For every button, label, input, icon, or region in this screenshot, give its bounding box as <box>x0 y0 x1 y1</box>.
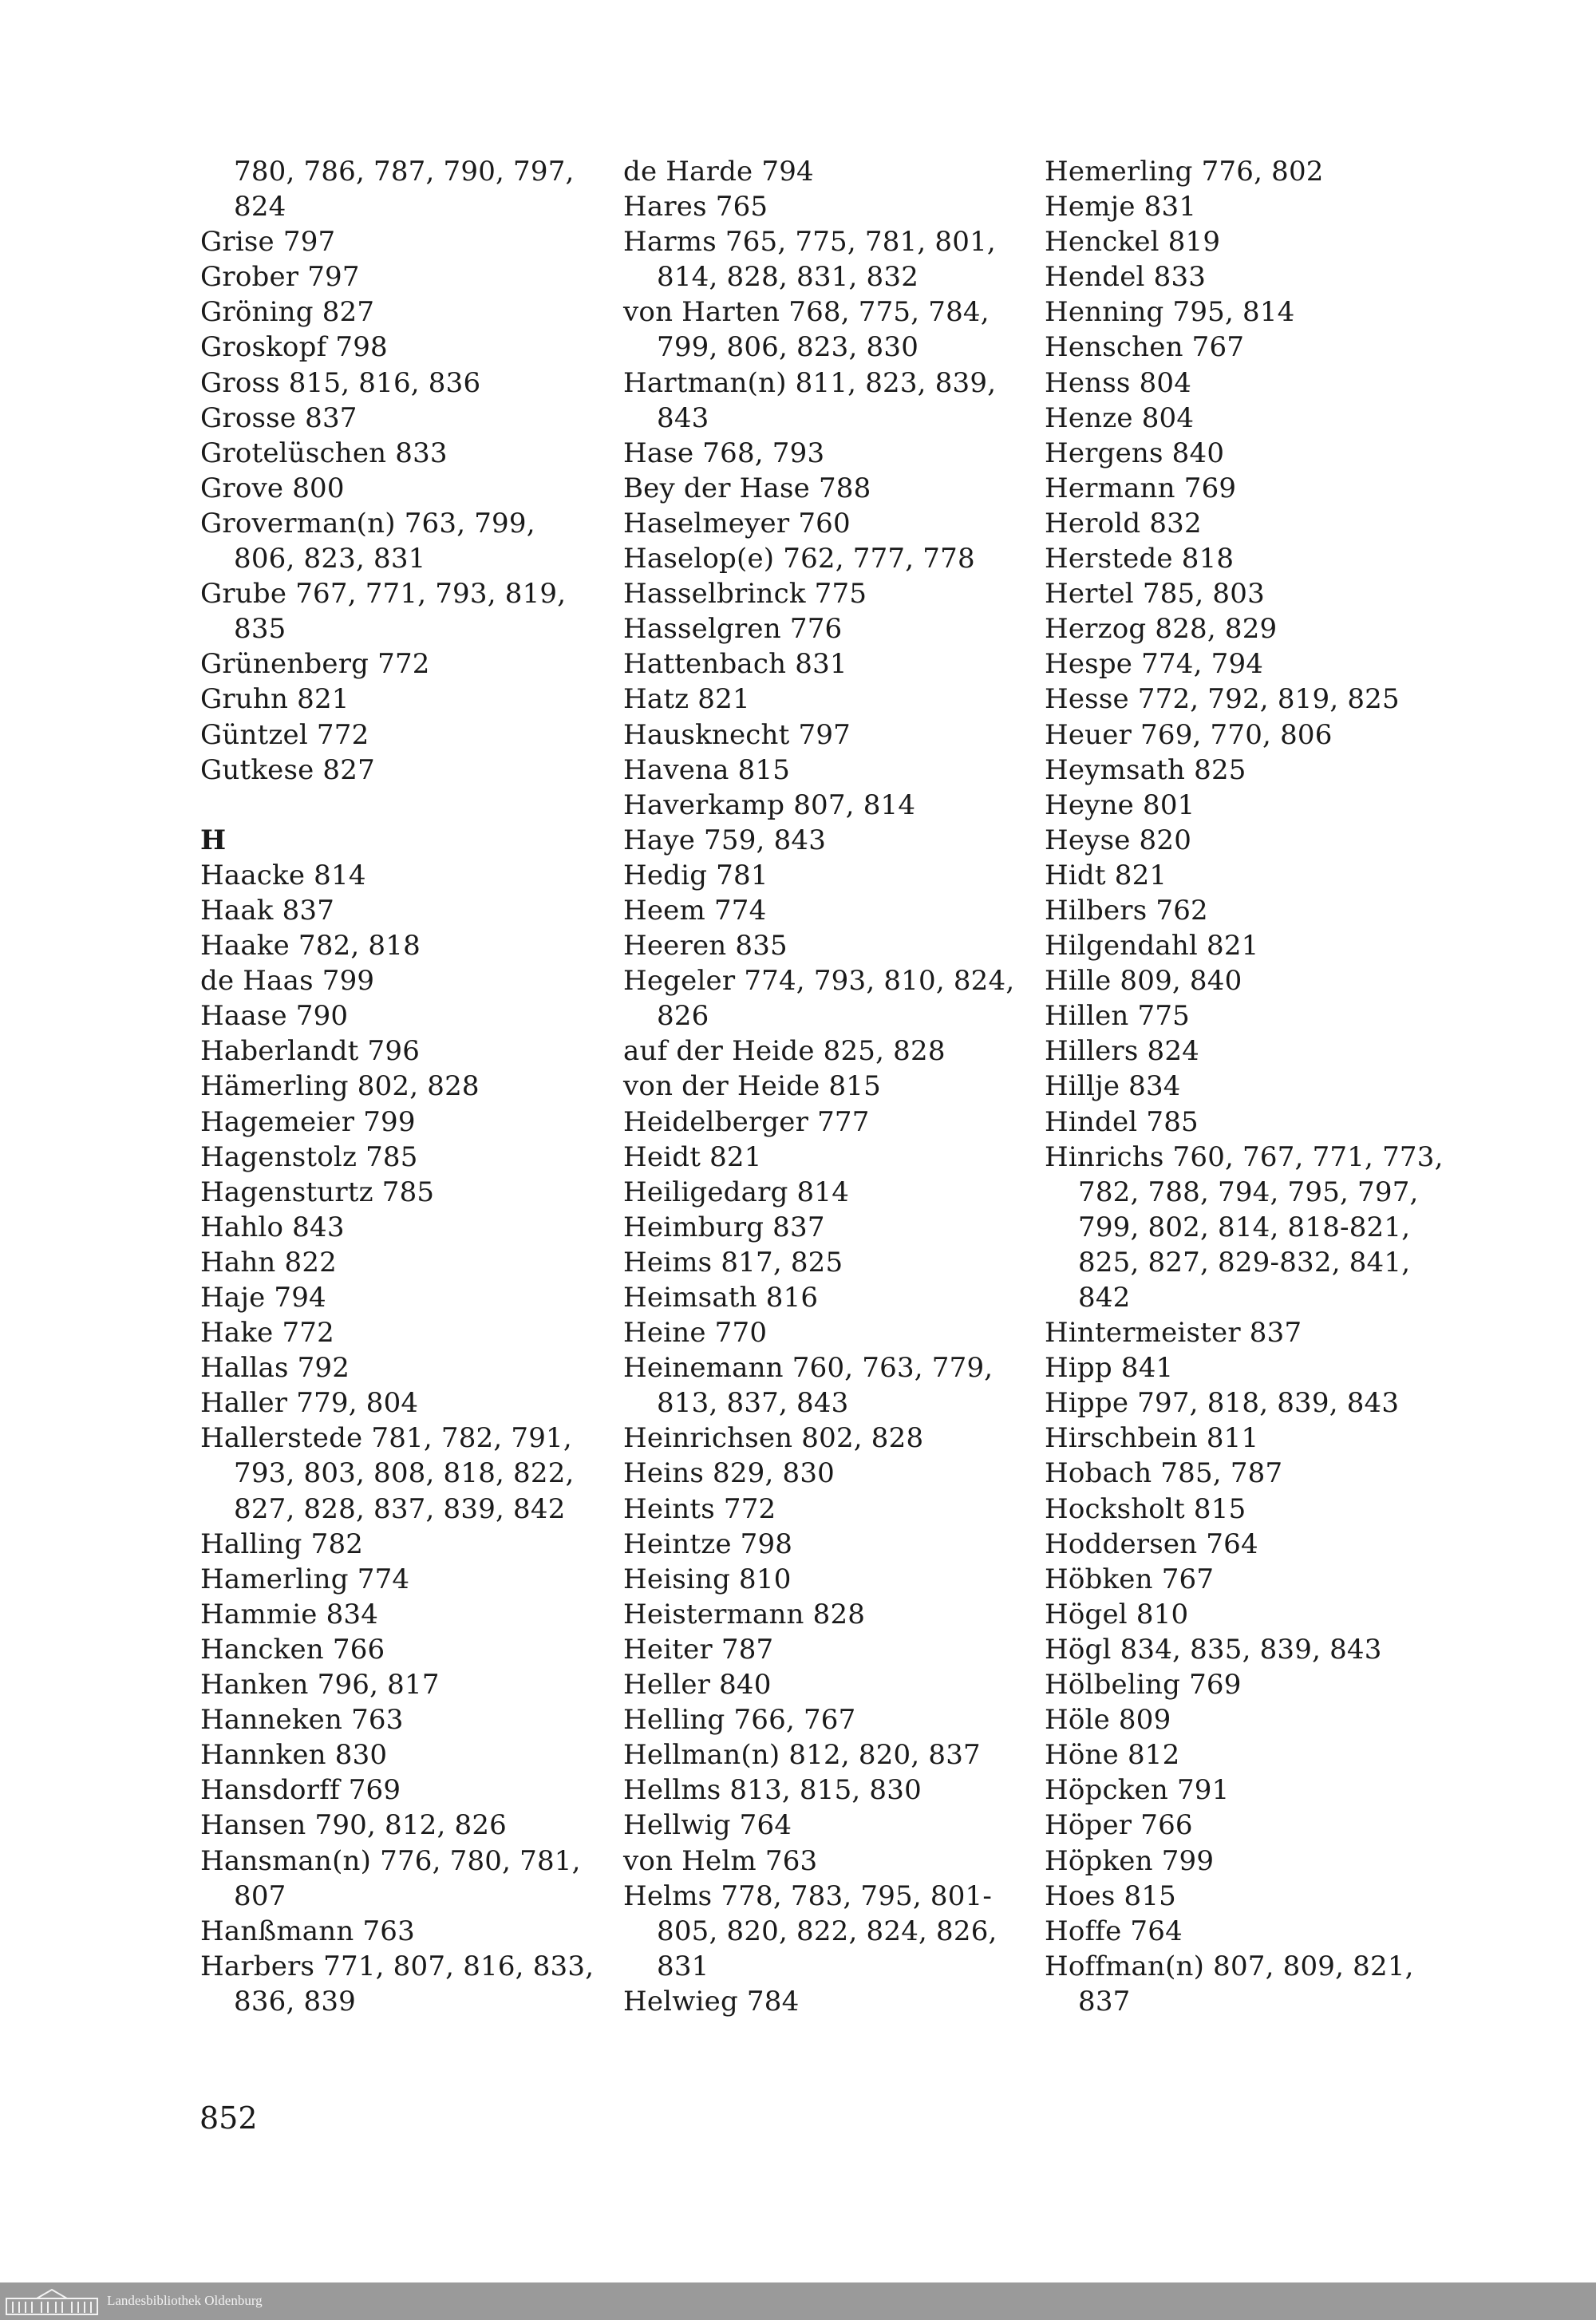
index-entry: Hagenstolz 785 <box>200 1140 418 1173</box>
index-entry: Heims 817, 825 <box>623 1246 843 1279</box>
index-entry: Haacke 814 <box>200 859 366 891</box>
index-entry: Hemje 831 <box>1045 191 1197 223</box>
index-entry: Haye 759, 843 <box>623 824 827 856</box>
index-entry: Haase 790 <box>200 1000 349 1033</box>
index-entry: Heidt 821 <box>623 1140 762 1173</box>
index-entry-continuation: 806, 823, 831 <box>234 543 426 575</box>
index-entry: auf der Heide 825, 828 <box>623 1035 946 1068</box>
index-entry: Hidt 821 <box>1045 859 1167 891</box>
index-column-1 <box>200 154 615 2019</box>
index-entry: Haselop(e) 762, 777, 778 <box>623 543 975 575</box>
index-entry-continuation: 799, 806, 823, 830 <box>657 331 919 364</box>
index-entry: Hilbers 762 <box>1045 894 1208 927</box>
index-entry: Hille 809, 840 <box>1045 965 1242 998</box>
index-entry: Hendel 833 <box>1045 261 1207 294</box>
index-entry: Hagensturtz 785 <box>200 1176 435 1208</box>
index-entry: Hase 768, 793 <box>623 437 825 469</box>
section-letter-heading: H <box>200 824 227 856</box>
index-entry: Hinrichs 760, 767, 771, 773, <box>1045 1140 1444 1173</box>
index-entry-continuation: 843 <box>657 401 709 434</box>
index-entry-continuation: 835 <box>234 613 286 646</box>
index-entry: Hanneken 763 <box>200 1704 404 1737</box>
index-entry: Hanßmann 763 <box>200 1915 415 1947</box>
index-entry-continuation: 825, 827, 829-832, 841, <box>1078 1246 1411 1279</box>
index-entry: Herstede 818 <box>1045 543 1235 575</box>
index-entry: Haje 794 <box>200 1282 326 1314</box>
index-entry: Bey der Hase 788 <box>623 472 871 504</box>
index-entry: Hellwig 764 <box>623 1809 792 1842</box>
index-entry: Hallerstede 781, 782, 791, <box>200 1422 572 1455</box>
index-entry: Höne 812 <box>1045 1739 1180 1772</box>
index-entry: Grube 767, 771, 793, 819, <box>200 578 567 611</box>
index-entry: Hillers 824 <box>1045 1035 1199 1068</box>
index-entry: Hansdorff 769 <box>200 1774 401 1807</box>
index-entry: Grünenberg 772 <box>200 648 430 681</box>
index-entry: de Harde 794 <box>623 156 814 188</box>
index-entry: Hausknecht 797 <box>623 718 851 751</box>
index-entry-continuation: 824 <box>234 191 286 223</box>
index-entry: Gutkese 827 <box>200 753 375 786</box>
index-entry: Henze 804 <box>1045 401 1195 434</box>
index-entry: Hattenbach 831 <box>623 648 847 681</box>
index-entry: Helms 778, 783, 795, 801- <box>623 1879 993 1912</box>
index-entry: Hertel 785, 803 <box>1045 578 1265 611</box>
index-column-3 <box>1045 154 1460 2019</box>
index-entry: Hölbeling 769 <box>1045 1669 1242 1701</box>
index-entry: Heiter 787 <box>623 1633 774 1666</box>
index-entry: Heimburg 837 <box>623 1211 825 1243</box>
index-entry: Höle 809 <box>1045 1704 1171 1737</box>
index-entry: Herzog 828, 829 <box>1045 613 1278 646</box>
index-entry: Heinemann 760, 763, 779, <box>623 1352 994 1385</box>
index-entry: von der Heide 815 <box>623 1070 881 1103</box>
index-entry: Hammie 834 <box>200 1598 379 1630</box>
index-entry: Grober 797 <box>200 261 360 294</box>
index-entry: Grove 800 <box>200 472 345 504</box>
index-entry: Hannken 830 <box>200 1739 388 1772</box>
index-entry: von Harten 768, 775, 784, <box>623 296 990 329</box>
index-entry: Heeren 835 <box>623 930 788 962</box>
index-entry-continuation: 842 <box>1078 1282 1131 1314</box>
index-entry: Heyne 801 <box>1045 788 1195 821</box>
index-entry: Helwieg 784 <box>623 1985 800 2018</box>
index-entry: Henschen 767 <box>1045 331 1245 364</box>
index-entry: Haselmeyer 760 <box>623 507 851 539</box>
index-entry: Heising 810 <box>623 1563 792 1595</box>
index-entry: Hoddersen 764 <box>1045 1528 1258 1560</box>
index-entry: Höbken 767 <box>1045 1563 1215 1595</box>
index-entry: Höper 766 <box>1045 1809 1193 1842</box>
index-entry-continuation: 826 <box>657 1000 709 1033</box>
index-entry: Hobach 785, 787 <box>1045 1457 1283 1490</box>
index-entry: Heyse 820 <box>1045 824 1192 856</box>
index-entry: Henckel 819 <box>1045 226 1221 259</box>
index-entry: Henss 804 <box>1045 366 1192 399</box>
index-entry-continuation: 813, 837, 843 <box>657 1387 849 1420</box>
index-entry: Heem 774 <box>623 894 767 927</box>
index-entry: Hirschbein 811 <box>1045 1422 1259 1455</box>
index-entry: Grotelüschen 833 <box>200 437 448 469</box>
index-entry-continuation: 837 <box>1078 1985 1131 2018</box>
index-entry: Högel 810 <box>1045 1598 1189 1630</box>
index-entry: Heidelberger 777 <box>623 1105 870 1138</box>
index-entry-continuation: 793, 803, 808, 818, 822, <box>234 1457 575 1490</box>
index-entry: de Haas 799 <box>200 965 375 998</box>
index-entry: Hagemeier 799 <box>200 1105 416 1138</box>
index-entry: Heuer 769, 770, 806 <box>1045 718 1333 751</box>
index-entry: Högl 834, 835, 839, 843 <box>1045 1633 1382 1666</box>
index-entry: Henning 795, 814 <box>1045 296 1295 329</box>
index-entry-continuation: 814, 828, 831, 832 <box>657 261 919 294</box>
index-entry: Herold 832 <box>1045 507 1202 539</box>
index-entry: Helling 766, 767 <box>623 1704 856 1737</box>
index-entry: Heintze 798 <box>623 1528 793 1560</box>
index-entry: Haverkamp 807, 814 <box>623 788 916 821</box>
index-entry: Heymsath 825 <box>1045 753 1246 786</box>
index-entry: Hergens 840 <box>1045 437 1225 469</box>
index-entry: Hansen 790, 812, 826 <box>200 1809 508 1842</box>
index-entry: Hesse 772, 792, 819, 825 <box>1045 683 1400 716</box>
index-entry: Hasselgren 776 <box>623 613 843 646</box>
index-entry: Güntzel 772 <box>200 718 369 751</box>
index-entry: Hemerling 776, 802 <box>1045 156 1324 188</box>
index-entry-continuation: 807 <box>234 1879 286 1912</box>
library-name: Landesbibliothek Oldenburg <box>107 2293 263 2308</box>
index-entry: Gröning 827 <box>200 296 375 329</box>
index-entry-continuation: 799, 802, 814, 818-821, <box>1078 1211 1411 1243</box>
index-entry-continuation: 827, 828, 837, 839, 842 <box>234 1492 566 1525</box>
index-entry: Hillen 775 <box>1045 1000 1190 1033</box>
index-entry: Haller 779, 804 <box>200 1387 419 1420</box>
index-entry: Hahn 822 <box>200 1246 338 1279</box>
index-entry: Hanken 796, 817 <box>200 1669 440 1701</box>
index-entry: Hamerling 774 <box>200 1563 410 1595</box>
index-entry: Groverman(n) 763, 799, <box>200 507 535 539</box>
blank-line <box>200 788 615 823</box>
index-entry: Heinrichsen 802, 828 <box>623 1422 924 1455</box>
index-entry: Harms 765, 775, 781, 801, <box>623 226 996 259</box>
index-entry: Havena 815 <box>623 753 791 786</box>
index-entry: Hansman(n) 776, 780, 781, <box>200 1844 581 1877</box>
index-entry: Harbers 771, 807, 816, 833, <box>200 1950 595 1982</box>
index-entry: Hellman(n) 812, 820, 837 <box>623 1739 981 1772</box>
index-entry: Grise 797 <box>200 226 336 259</box>
index-entry: Heins 829, 830 <box>623 1457 836 1490</box>
index-entry-continuation: 831 <box>657 1950 709 1982</box>
index-entry: Hippe 797, 818, 839, 843 <box>1045 1387 1400 1420</box>
index-entry: Hedig 781 <box>623 859 768 891</box>
index-entry: Grosse 837 <box>200 401 358 434</box>
index-entry: Höpcken 791 <box>1045 1774 1230 1807</box>
index-entry: Heistermann 828 <box>623 1598 866 1630</box>
index-entry: von Helm 763 <box>623 1844 818 1877</box>
index-entry: Halling 782 <box>200 1528 364 1560</box>
index-entry: Hartman(n) 811, 823, 839, <box>623 366 997 399</box>
index-entry: Gross 815, 816, 836 <box>200 366 481 399</box>
index-entry: Heimsath 816 <box>623 1282 819 1314</box>
index-entry: Hocksholt 815 <box>1045 1492 1246 1525</box>
index-entry-continuation: 836, 839 <box>234 1985 357 2018</box>
index-entry: Hatz 821 <box>623 683 750 716</box>
index-entry-continuation: 782, 788, 794, 795, 797, <box>1078 1176 1419 1208</box>
index-entry: Hoffe 764 <box>1045 1915 1183 1947</box>
index-entry: Hespe 774, 794 <box>1045 648 1264 681</box>
index-entry: Hermann 769 <box>1045 472 1237 504</box>
library-footer-bar <box>0 2282 1596 2320</box>
library-building-icon <box>5 2287 99 2316</box>
index-entry: Hasselbrinck 775 <box>623 578 867 611</box>
index-entry: Hoffman(n) 807, 809, 821, <box>1045 1950 1414 1982</box>
index-entry-continuation: 805, 820, 822, 824, 826, <box>657 1915 998 1947</box>
index-entry: Hancken 766 <box>200 1633 385 1666</box>
index-entry: Hallas 792 <box>200 1352 350 1385</box>
index-entry: Heiligedarg 814 <box>623 1176 850 1208</box>
index-entry: Hämerling 802, 828 <box>200 1070 480 1103</box>
index-entry: Haberlandt 796 <box>200 1035 421 1068</box>
index-entry: Hintermeister 837 <box>1045 1317 1302 1350</box>
index-entry: Höpken 799 <box>1045 1844 1215 1877</box>
index-entry-continuation: 780, 786, 787, 790, 797, <box>234 156 575 188</box>
index-entry: Groskopf 798 <box>200 331 388 364</box>
index-column-2 <box>623 154 1038 2019</box>
index-entry: Hipp 841 <box>1045 1352 1174 1385</box>
page-number: 852 <box>200 2101 258 2136</box>
index-entry: Gruhn 821 <box>200 683 350 716</box>
index-entry: Heine 770 <box>623 1317 768 1350</box>
index-entry: Hares 765 <box>623 191 768 223</box>
index-entry: Hillje 834 <box>1045 1070 1181 1103</box>
index-entry: Hilgendahl 821 <box>1045 930 1259 962</box>
index-entry: Hellms 813, 815, 830 <box>623 1774 922 1807</box>
index-entry: Hahlo 843 <box>200 1211 345 1243</box>
index-entry: Hake 772 <box>200 1317 334 1350</box>
index-entry: Hindel 785 <box>1045 1105 1199 1138</box>
index-entry: Haak 837 <box>200 894 335 927</box>
index-entry: Haake 782, 818 <box>200 930 421 962</box>
index-entry: Heints 772 <box>623 1492 776 1525</box>
index-entry: Hegeler 774, 793, 810, 824, <box>623 965 1015 998</box>
index-entry: Hoes 815 <box>1045 1879 1176 1912</box>
index-entry: Heller 840 <box>623 1669 772 1701</box>
